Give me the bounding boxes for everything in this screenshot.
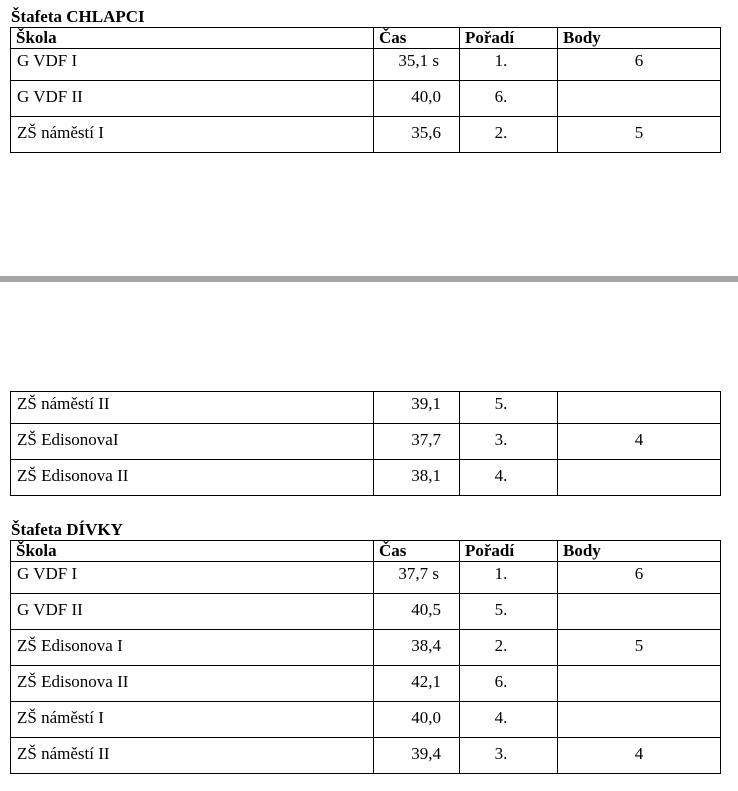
boys-results-table <box>10 27 721 153</box>
table-row <box>11 630 721 666</box>
header-points: Body <box>558 541 721 562</box>
cell-points: 4 <box>558 424 721 460</box>
cell-time: 35,1 s <box>374 49 460 81</box>
table-row <box>11 562 721 594</box>
table-row <box>11 49 721 81</box>
cell-rank: 6. <box>460 81 558 117</box>
cell-school: G VDF I <box>11 49 374 81</box>
cell-time: 40,5 <box>374 594 460 630</box>
header-rank: Pořadí <box>460 541 558 562</box>
cell-school: ZŠ náměstí II <box>11 392 374 424</box>
table-row <box>11 117 721 153</box>
table-row <box>11 392 721 424</box>
cell-school: ZŠ Edisonova II <box>11 666 374 702</box>
cell-points: 6 <box>558 562 721 594</box>
cell-points: 4 <box>558 738 721 774</box>
cell-rank: 3. <box>460 738 558 774</box>
page-break-divider <box>0 276 738 282</box>
cell-school: ZŠ náměstí I <box>11 117 374 153</box>
cell-points <box>558 594 721 630</box>
table-header-row <box>11 541 721 562</box>
table-row <box>11 81 721 117</box>
cell-school: ZŠ Edisonova II <box>11 460 374 496</box>
cell-points <box>558 702 721 738</box>
cell-points: 5 <box>558 117 721 153</box>
header-time: Čas <box>374 541 460 562</box>
cell-rank: 5. <box>460 594 558 630</box>
header-points: Body <box>558 28 721 49</box>
cell-rank: 3. <box>460 424 558 460</box>
cell-rank: 2. <box>460 117 558 153</box>
cell-time: 37,7 s <box>374 562 460 594</box>
cell-points: 5 <box>558 630 721 666</box>
boys-relay-title: Štafeta CHLAPCI <box>11 7 145 26</box>
header-school: Škola <box>11 28 374 49</box>
cell-school: ZŠ EdisonovaI <box>11 424 374 460</box>
cell-points <box>558 666 721 702</box>
header-school: Škola <box>11 541 374 562</box>
cell-school: ZŠ náměstí I <box>11 702 374 738</box>
header-time: Čas <box>374 28 460 49</box>
cell-rank: 4. <box>460 460 558 496</box>
cell-time: 35,6 <box>374 117 460 153</box>
cell-time: 40,0 <box>374 81 460 117</box>
cell-rank: 4. <box>460 702 558 738</box>
header-rank: Pořadí <box>460 28 558 49</box>
boys-results-table-continued <box>10 391 721 496</box>
table-header-row <box>11 28 721 49</box>
table-row <box>11 666 721 702</box>
cell-points <box>558 460 721 496</box>
cell-rank: 1. <box>460 562 558 594</box>
girls-relay-title: Štafeta DÍVKY <box>11 520 123 539</box>
girls-results-table <box>10 540 721 774</box>
cell-rank: 1. <box>460 49 558 81</box>
table-row <box>11 460 721 496</box>
cell-school: ZŠ náměstí II <box>11 738 374 774</box>
cell-school: ZŠ Edisonova I <box>11 630 374 666</box>
cell-time: 38,4 <box>374 630 460 666</box>
cell-time: 40,0 <box>374 702 460 738</box>
table-row <box>11 702 721 738</box>
cell-time: 42,1 <box>374 666 460 702</box>
cell-points: 6 <box>558 49 721 81</box>
cell-time: 39,4 <box>374 738 460 774</box>
cell-rank: 6. <box>460 666 558 702</box>
cell-rank: 2. <box>460 630 558 666</box>
cell-rank: 5. <box>460 392 558 424</box>
cell-school: G VDF I <box>11 562 374 594</box>
table-row <box>11 594 721 630</box>
cell-time: 38,1 <box>374 460 460 496</box>
cell-points <box>558 81 721 117</box>
cell-time: 39,1 <box>374 392 460 424</box>
table-row <box>11 424 721 460</box>
cell-points <box>558 392 721 424</box>
cell-time: 37,7 <box>374 424 460 460</box>
cell-school: G VDF II <box>11 594 374 630</box>
table-row <box>11 738 721 774</box>
cell-school: G VDF II <box>11 81 374 117</box>
